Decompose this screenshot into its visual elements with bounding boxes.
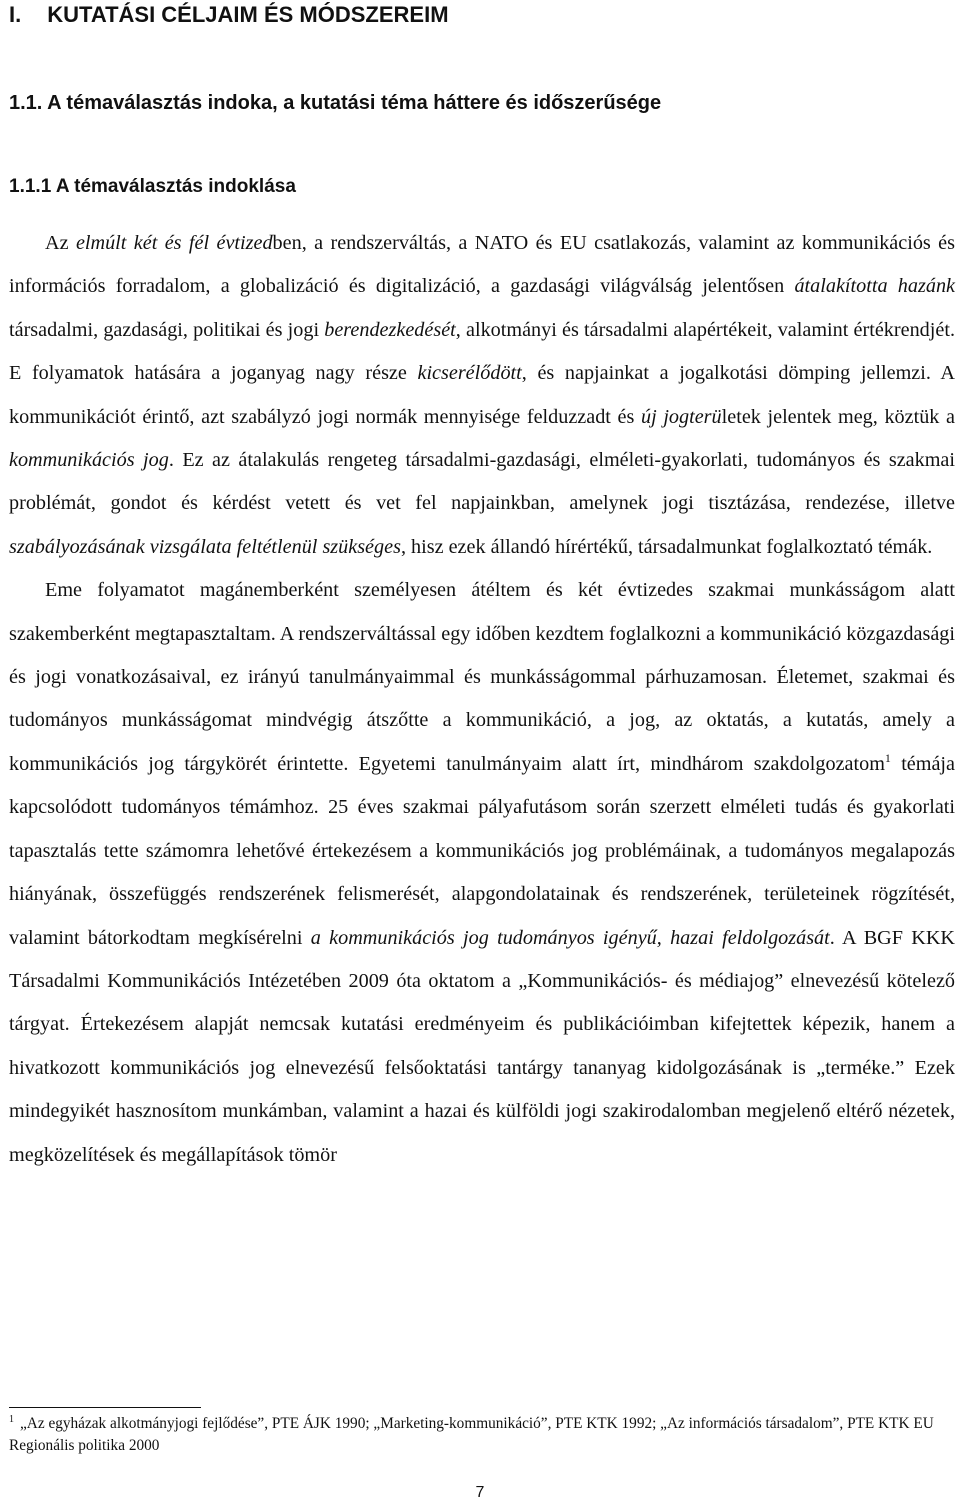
p1-text: , és napjainkat a jogalkotási dömping jellemzi. A kommunikációt érintő, azt szabályzó jogi normák mennyisége felduzzadt és: [9, 362, 955, 428]
p1-italic: kommunikációs jog: [9, 449, 169, 472]
p2-text: témája kapcsolódott tudományos témámhoz. 25 éves szakmai pályafutásom során szerzett elméleti tudás és gyakorlati tapasztalás tette számomra lehetővé értekezésem a kommunikációs jog problémáinak, a tudományos megalapozás hiányának, összefüggés rendszerének felismerését, alapgondolatainak és rendszerének, területeinek rögzítését, valamint bátorkodtam megkísérelni: [9, 752, 955, 949]
p1-italic: kicserélődött: [417, 362, 522, 385]
page-number: 7: [475, 1484, 485, 1501]
chapter-number: I.: [9, 2, 22, 27]
p1-text: ben, a rendszerváltás, a NATO és EU csatlakozás, valamint az kommunikációs és információs forradalom, a globalizáció és digitalizáció, a gazdasági világválság jelentősen: [9, 232, 955, 298]
p1-italic: berendezkedését: [324, 318, 456, 341]
p2-italic: a kommunikációs jog tudományos igényű, hazai feldolgozását: [310, 926, 830, 949]
p1-text: , alkotmányi és társadalmi alapértékeit, valamint értékrendjét. E folyamatok hatására a joganyag nagy része: [9, 318, 955, 385]
chapter-title: KUTATÁSI CÉLJAIM ÉS MÓDSZEREIM: [47, 2, 449, 27]
footnote-number: 1: [9, 1414, 14, 1425]
subsection-heading: 1.1.1 A témaválasztás indoklása: [9, 176, 296, 197]
p1-italic: átalakította hazánk: [794, 275, 955, 298]
chapter-heading: [9, 0, 449, 30]
footnote-text: „Az egyházak alkotmányjogi fejlődése”, PTE ÁJK 1990; „Marketing-kommunikáció”, PTE KTK 1992; „Az információs társadalom”, PTE KTK EU Regionális politika 2000: [9, 1415, 934, 1454]
p1-text: Az: [45, 232, 76, 254]
section-heading: 1.1. A témaválasztás indoka, a kutatási téma háttere és időszerűsége: [9, 92, 662, 114]
paragraph-2: [9, 569, 955, 1177]
footnote-reference[interactable]: 1: [884, 750, 891, 765]
p1-text: letek jelentek meg, köztük a: [721, 405, 955, 428]
p2-text: Eme folyamatot magánemberként személyesen átéltem és két évtizedes szakmai munkásságom alatt szakemberként megtapasztaltam. A rendszerváltással egy időben kezdtem foglalkozni a kommunikáció közgazdasági és jogi vonatkozásaival, ez irányú tanulmányaimmal és munkásságommal párhuzamosan. Életemet, szakmai és tudományos munkásságomat mindvégig átszőtte a kommunikáció, a jog, az oktatás, a kutatás, amely a kommunikációs jog tárgykörét érintette. Egyetemi tanulmányaim alatt írt, mindhárom szakdolgozatom: [9, 579, 955, 775]
body-text: [9, 222, 955, 1177]
p1-text: , hisz ezek állandó hírértékű, társadalmunkat foglalkoztató témák.: [400, 535, 933, 558]
p1-text: társadalmi, gazdasági, politikai és jogi: [9, 318, 325, 341]
footnote: [9, 1413, 955, 1457]
p1-italic: új jogterü: [640, 405, 722, 428]
p2-text: . A BGF KKK Társadalmi Kommunikációs Intézetében 2009 óta oktatom a „Kommunikációs- és médiajog” elnevezésű kötelező tárgyat. Értekezésem alapját nemcsak kutatási eredményeim és publikációimban kifejtettek képezik, hanem a hivatkozott kommunikációs jog elnevezésű felsőoktatási tantárgy tananyag kidolgozásának is „terméke.” Ezek mindegyikét hasznosítom munkámban, valamint a hazai és külföldi jogi szakirodalomban megjelenő eltérő nézetek, megközelítések és megállapítások tömör: [9, 926, 956, 1166]
footnote-divider: [9, 1407, 201, 1408]
p1-text: . Ez az átalakulás rengeteg társadalmi-gazdasági, elméleti-gyakorlati, tudományos és szakmai problémát, gondot és kérdést vetett és vet fel napjainkban, amelynek jogi tisztázása, rendezése, illetve: [9, 449, 955, 515]
p1-italic: szabályozásának vizsgálata feltétlenül szükséges: [9, 535, 401, 558]
p1-italic: elmúlt két és fél évtized: [75, 232, 273, 254]
paragraph-1: [9, 222, 955, 569]
